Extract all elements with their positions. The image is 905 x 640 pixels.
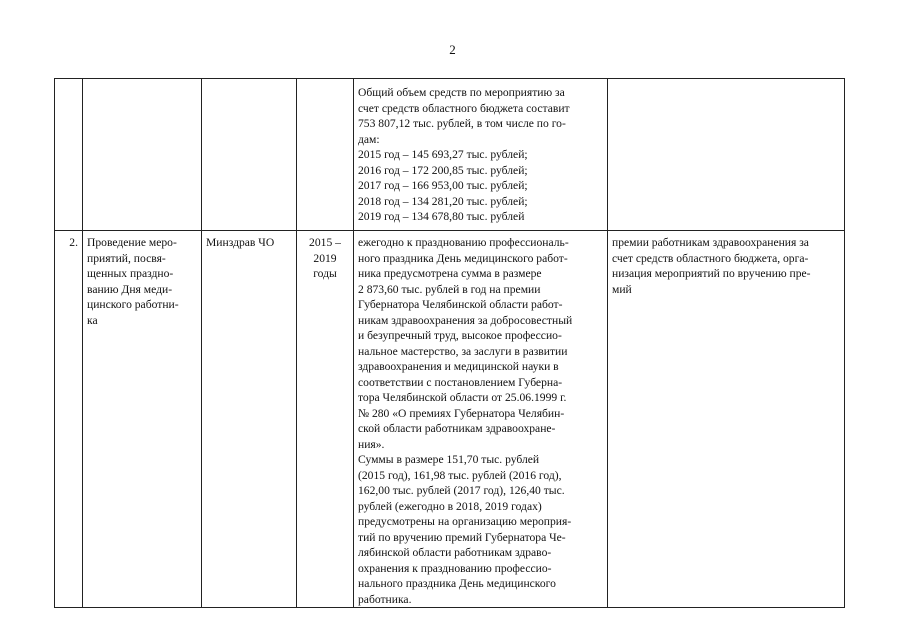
description-line: и безупречный труд, высокое профессио- [358, 329, 562, 342]
result-cell [608, 79, 845, 231]
funding-line: 2017 год – 166 953,00 тыс. рублей; [358, 179, 528, 192]
table-row [55, 79, 845, 231]
activity-line: ванию Дня меди- [87, 282, 173, 296]
table-row [55, 231, 845, 608]
description-line: здравоохранения и медицинской науки в [358, 360, 559, 373]
funding-line: 2015 год – 145 693,27 тыс. рублей; [358, 148, 528, 161]
period-cell [297, 79, 354, 231]
executor-cell [202, 79, 297, 231]
program-table [54, 78, 845, 608]
description-line: никам здравоохранения за добросовестный [358, 313, 573, 327]
period-line: годы [313, 267, 337, 280]
description-line: нальное мастерство, за заслуги в развитии [358, 344, 568, 358]
description-line: тора Челябинской области от 25.06.1999 г. [358, 391, 567, 404]
funding-line: дам: [358, 132, 380, 146]
description-line: предусмотрены на организацию мероприя- [358, 515, 572, 528]
funding-line: Общий объем средств по мероприятию за [358, 86, 565, 99]
activity-line: цинского работни- [87, 298, 179, 311]
result-line: счет средств областного бюджета, орга- [612, 251, 809, 265]
description-line: ской области работникам здравоохране- [358, 422, 556, 435]
result-line: премии работникам здравоохранения за [612, 236, 809, 249]
description-line: (2015 год), 161,98 тыс. рублей (2016 год), [358, 468, 562, 482]
number-cell [55, 79, 83, 231]
description-line: 162,00 тыс. рублей (2017 год), 126,40 тыс. [358, 484, 565, 497]
funding-line: 2019 год – 134 678,80 тыс. рублей [358, 210, 525, 223]
funding-line: 2018 год – 134 281,20 тыс. рублей; [358, 194, 528, 208]
funding-line: 753 807,12 тыс. рублей, в том числе по го- [358, 117, 566, 130]
period-line: 2015 – [309, 236, 341, 249]
description-line: Суммы в размере 151,70 тыс. рублей [358, 453, 540, 466]
description-line: ника предусмотрена сумма в размере [358, 267, 542, 280]
activity-line: Проведение меро- [87, 236, 177, 249]
activity-cell [83, 79, 202, 231]
result-line: мий [612, 282, 632, 296]
description-line: нального праздника День медицинского [358, 577, 556, 590]
activity-cell [83, 231, 202, 608]
period-cell [297, 231, 354, 608]
page-number: 2 [449, 42, 456, 57]
funding-line: счет средств областного бюджета составит [358, 101, 570, 115]
description-line: № 280 «О премиях Губернатора Челябин- [358, 406, 565, 420]
activity-line: щенных праздно- [87, 267, 174, 280]
description-line: охранения к празднованию профессио- [358, 561, 552, 575]
funding-cell [354, 79, 608, 231]
period-line: 2019 [313, 251, 337, 265]
number-cell: 2. [55, 231, 83, 608]
description-line: соответствии с постановлением Губерна- [358, 375, 563, 389]
activity-line: ка [87, 313, 98, 327]
funding-line: 2016 год – 172 200,85 тыс. рублей; [358, 163, 528, 177]
description-line: 2 873,60 тыс. рублей в год на премии [358, 282, 541, 296]
description-line: ного праздника День медицинского работ- [358, 251, 568, 265]
description-line: ежегодно к празднованию профессиональ- [358, 236, 569, 249]
description-line: Губернатора Челябинской области работ- [358, 298, 563, 311]
description-cell [354, 231, 608, 608]
description-line: работника. [358, 592, 412, 606]
activity-line: приятий, посвя- [87, 251, 166, 265]
description-line: рублей (ежегодно в 2018, 2019 годах) [358, 499, 542, 513]
description-line: лябинской области работникам здраво- [358, 546, 552, 559]
executor-cell: Минздрав ЧО [202, 231, 297, 608]
result-line: низация мероприятий по вручению пре- [612, 267, 811, 280]
description-line: тий по вручению премий Губернатора Че- [358, 530, 566, 544]
description-line: ния». [358, 437, 385, 451]
result-cell [608, 231, 845, 608]
